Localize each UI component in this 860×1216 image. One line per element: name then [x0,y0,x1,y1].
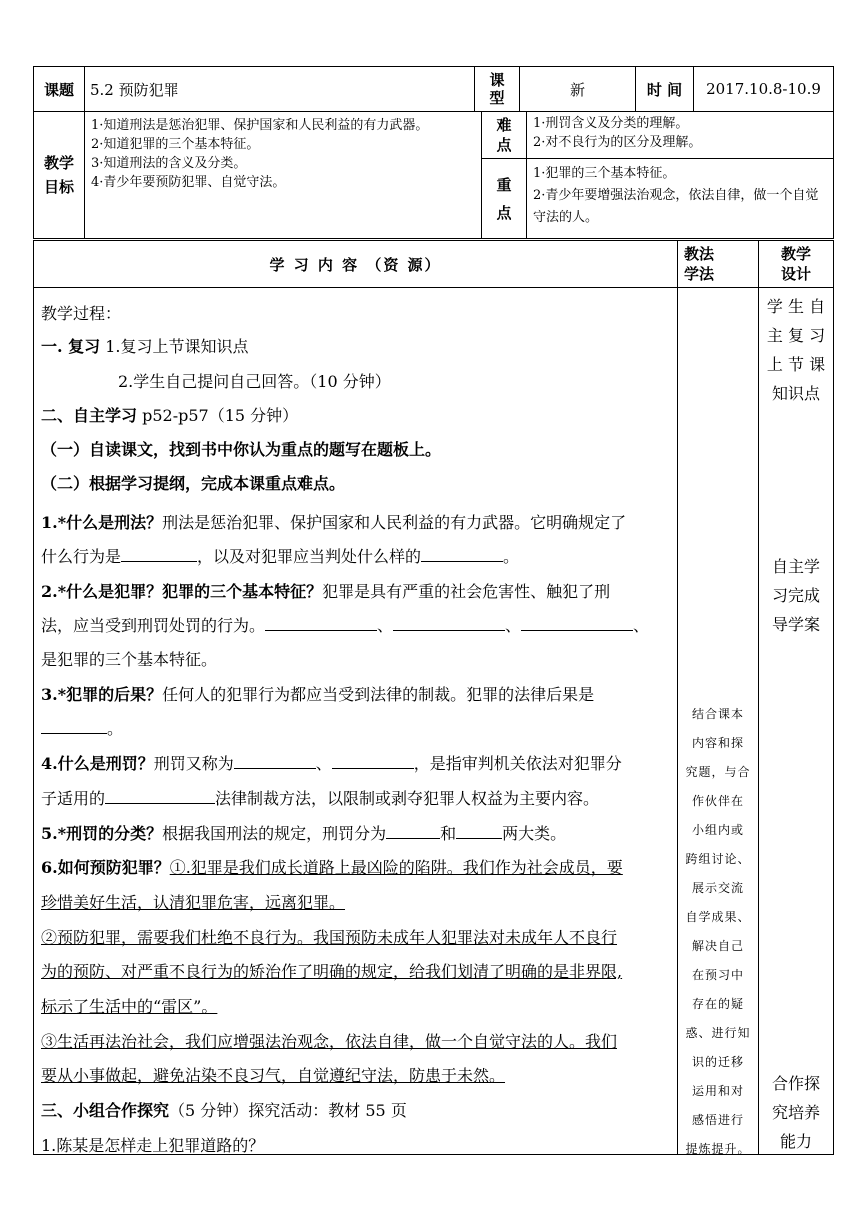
header-table [33,66,834,112]
design-note-review: 学 生 自 主 复 习 上 节 课 知识点 [766,297,826,403]
question-2: 2.*什么是犯罪？犯罪的三个基本特征？犯罪是具有严重的社会危害性、触犯了刑 [41,582,611,601]
answer-blank[interactable] [121,547,197,562]
answer-blank[interactable] [393,616,505,631]
type-value: 新 [520,67,636,112]
question-6-p1: 珍惜美好生活，认清犯罪危害，远离犯罪。 [41,893,346,912]
goal-item: 3·知道刑法的含义及分类。 [91,156,247,171]
difficult-label: 难点 [482,112,527,159]
question-3-cont: 。 [41,716,123,739]
design-note-self-study: 自主学 习完成 导学案 [771,557,820,634]
answer-blank[interactable] [421,547,503,562]
question-6-p3b: 要从小事做起，避免沾染不良习气，自觉遵纪守法，防患于未然。 [41,1066,506,1085]
goal-item: 4·青少年要预防犯罪、自觉守法。 [91,175,286,190]
step-2: （二）根据学习提纲，完成本课重点难点。 [41,474,346,493]
design-cell [759,288,834,1155]
design-note-cooperation: 合作探 究培养 能力 [771,1074,820,1151]
group-question-1: 1.陈某是怎样走上犯罪道路的？ [41,1136,265,1155]
question-4-cont: 子适用的 法律制裁方法，以限制或剥夺犯罪人权益为主要内容。 [41,789,600,808]
time-value: 2017.10.8-10.9 [694,67,834,112]
time-label: 时 间 [636,67,694,112]
answer-blank[interactable] [332,754,414,769]
question-6-p2: ②预防犯罪，需要我们杜绝不良行为。我国预防未成年人犯罪法对未成年人不良行 [41,928,618,947]
question-2-end: 是犯罪的三个基本特征。 [41,650,218,669]
key-list [527,159,834,239]
goal-item: 2·知道犯罪的三个基本特征。 [91,137,260,152]
difficult-item: 1·刑罚含义及分类的理解。 [533,116,689,131]
type-label: 课型 [475,67,520,112]
difficult-item: 2·对不良行为的区分及理解。 [533,135,702,150]
key-label: 重点 [482,159,527,239]
self-study-line: 二、自主学习 p52-p57（15 分钟） [41,406,299,425]
method-header: 教法学法 [678,241,759,288]
answer-blank[interactable] [105,789,215,804]
answer-blank[interactable] [521,616,633,631]
question-6-p3: ③生活再法治社会，我们应增强法治观念，依法自律，做一个自觉守法的人。我们 [41,1032,618,1051]
answer-blank[interactable] [386,824,440,839]
topic-value: 5.2 预防犯罪 [85,67,475,112]
content-header: 学 习 内 容 （资 源） [34,241,678,288]
question-3: 3.*犯罪的后果？任何人的犯罪行为都应当受到法律的制裁。犯罪的法律后果是 [41,685,595,704]
goals-list [85,112,482,239]
question-6-p2b: 为的预防、对严重不良行为的矫治作了明确的规定，给我们划清了明确的是非界限, [41,962,623,981]
question-4: 4.什么是刑罚？刑罚又称为 、 ，是指审判机关依法对犯罪分 [41,754,622,773]
question-1-cont: 什么行为是 ，以及对犯罪应当判处什么样的 。 [41,547,520,566]
answer-blank[interactable] [234,754,316,769]
review-line-2: 2.学生自己提问自己回答。（10 分钟） [118,372,391,391]
key-item: 1·犯罪的三个基本特征。 [533,166,676,181]
question-5: 5.*刑罚的分类？根据我国刑法的规定，刑罚分为 和 两大类。 [41,824,567,843]
answer-blank[interactable] [41,719,107,734]
question-2-cont: 法，应当受到刑罚处罚的行为。 、 、 、 [41,616,650,635]
answer-blank[interactable] [456,824,502,839]
answer-blank[interactable] [265,616,377,631]
goals-label: 教学目标 [34,112,85,239]
difficult-list [527,112,834,159]
key-item: 2·青少年要增强法治观念，依法自律，做一个自觉守法的人。 [533,188,819,225]
method-notes: 结合课本 内容和探 究题，与合 作伙伴在 小组内或 跨组讨论、 展示交流 自学成果、 解决自己 在预习中 存在的疑 惑、进行知 识的迁移 运用和对 感悟进行 提炼提升。 [685,707,751,1156]
review-line: 一. 复习 1.复习上节课知识点 [41,337,249,356]
question-6: 6.如何预防犯罪？①.犯罪是我们成长道路上最凶险的陷阱。我们作为社会成员，要 [41,858,623,877]
goal-item: 1·知道刑法是惩治犯罪、保护国家和人民利益的有力武器。 [91,118,429,133]
question-6-p2c: 标示了生活中的“雷区”。 [41,997,218,1016]
goals-table [33,111,834,239]
topic-label: 课题 [34,67,85,112]
design-header: 教学设计 [759,241,834,288]
question-1: 1.*什么是刑法？刑法是惩治犯罪、保护国家和人民利益的有力武器。它明确规定了 [41,513,627,532]
step-1: （一）自读课文，找到书中你认为重点的题写在题板上。 [41,440,442,459]
group-work-line: 三、小组合作探究（5 分钟）探究活动：教材 55 页 [41,1101,407,1120]
process-label: 教学过程： [41,304,122,323]
